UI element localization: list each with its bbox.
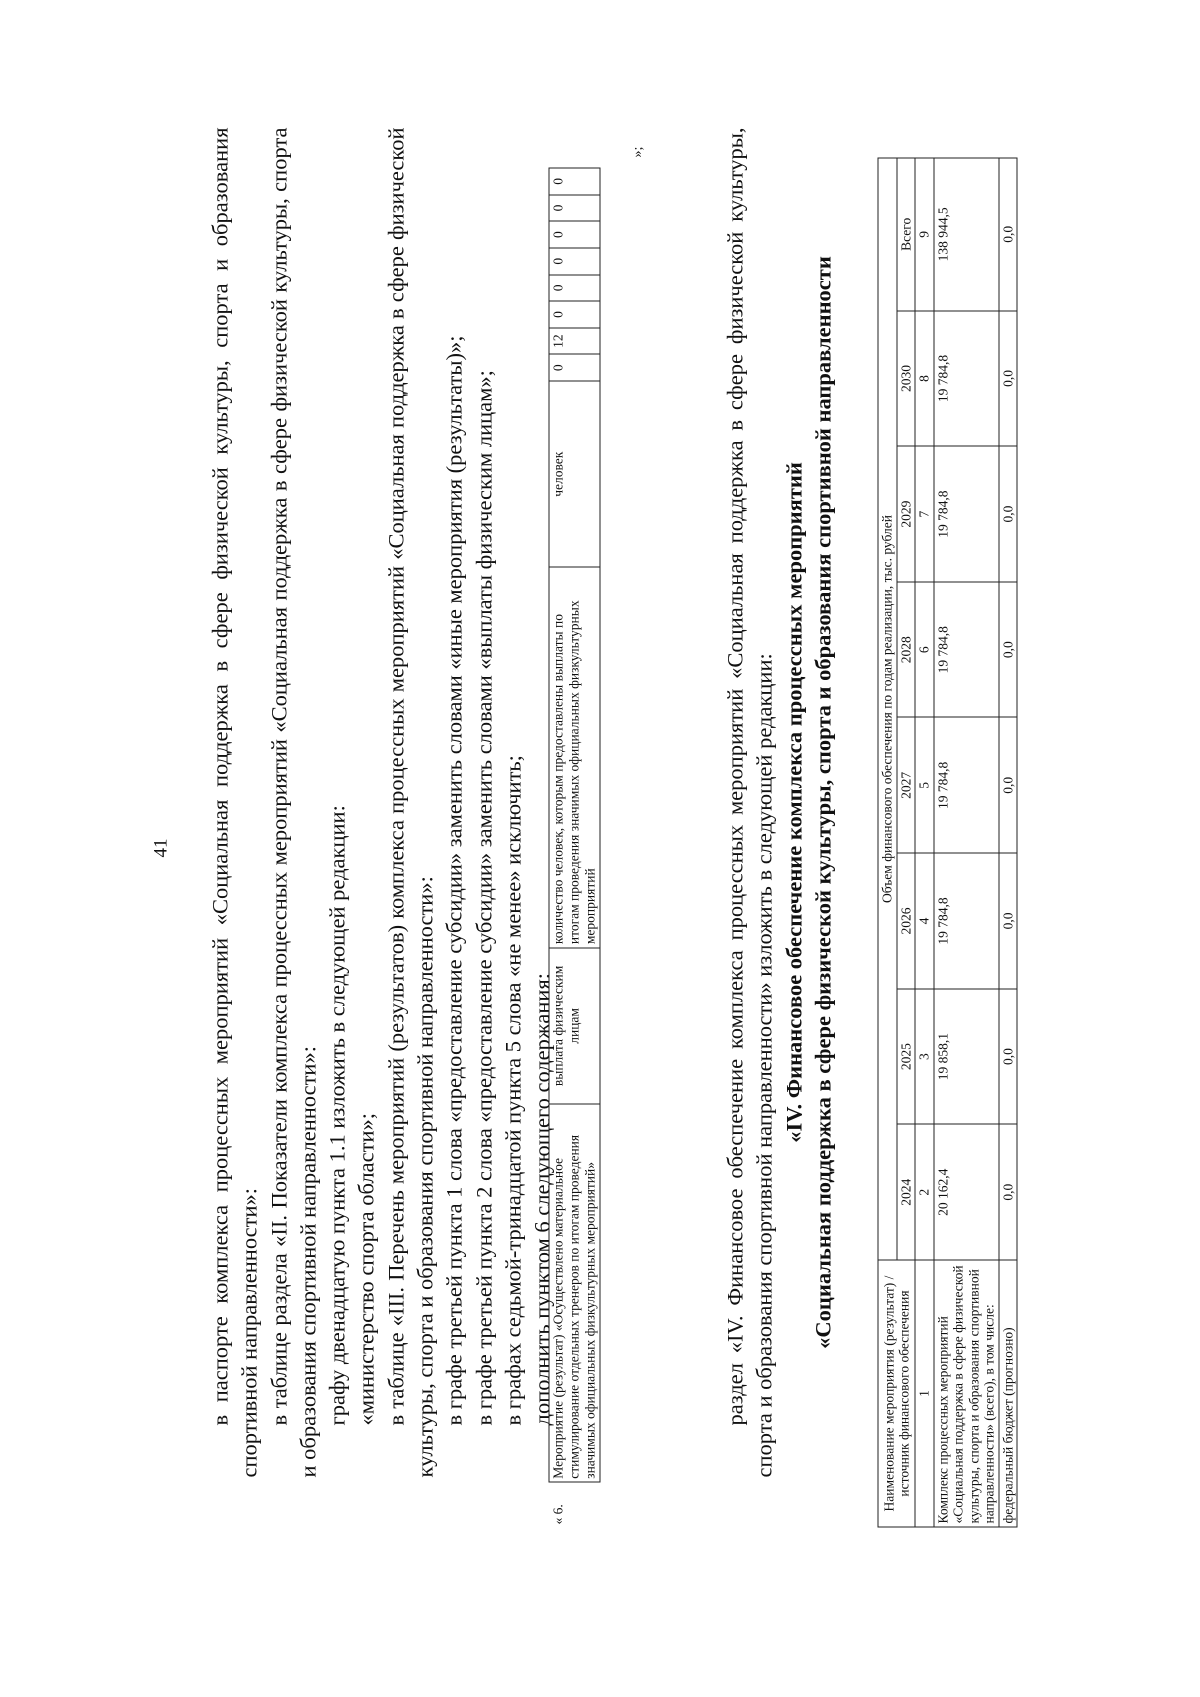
column-number: 5 [915, 717, 934, 853]
column-number: 4 [915, 853, 934, 989]
row-number: 6. [549, 1503, 565, 1514]
section-heading: «Социальная поддержка в сфере физической культуры, спорта и образования спортивной направленности [809, 255, 835, 1349]
measure-type: выплата физическим лицам [549, 947, 600, 1104]
value-cell: 0 [549, 168, 600, 195]
value-cell: 0,0 [998, 581, 1017, 717]
year-header: 2027 [896, 717, 915, 853]
paragraph: в графе третьей пункта 1 слова «предоставление субсидии» заменить словами «иные мероприятия (результаты)»; [441, 335, 467, 1425]
year-header: 2025 [896, 988, 915, 1124]
section-iv [720, 127, 837, 1477]
value-cell: 0,0 [998, 310, 1017, 446]
paragraph: в паспорте комплекса процессных мероприятий «Социальная поддержка в сфере физической культуры, спорта и образования спортивной направленности»: [207, 127, 262, 1477]
column-number: 2 [915, 1124, 934, 1260]
row-name: федеральный бюджет (прогнозно) [998, 1260, 1017, 1527]
value-cell: 19 784,8 [933, 717, 998, 853]
value-cell: 0 [549, 221, 600, 248]
value-cell: 0 [549, 301, 600, 328]
value-cell: 0 [549, 247, 600, 274]
column-number: 6 [915, 581, 934, 717]
paragraph: в таблице «III. Перечень мероприятий (результатов) комплекса процессных мероприятий «Социальная поддержка в сфере физической культуры, спорта и образования спортивной направленности»: [382, 127, 438, 1477]
table-row [933, 158, 998, 1527]
section-intro: раздел «IV. Финансовое обеспечение комплекса процессных мероприятий «Социальная поддержка в сфере физической культуры, спорта и образования спортивной направленности» изложить в следующей редакции: [722, 127, 777, 1477]
amendment-text [205, 127, 557, 1477]
table-row [549, 168, 600, 1528]
value-cell: 19 784,8 [933, 446, 998, 582]
table-row [998, 158, 1017, 1527]
paragraph: в графах седьмой-тринадцатой пункта 5 слова «не менее» исключить; [499, 754, 525, 1425]
value-cell: 138 944,5 [933, 158, 998, 311]
value-cell: 19 784,8 [933, 853, 998, 989]
row-name: Комплекс процессных мероприятий «Социальная поддержка в сфере физической культуры, спорта и образования спортивной направленности» (всего), в том числе: [933, 1260, 998, 1527]
item-6-table [548, 167, 600, 1527]
paragraph: дополнить пунктом 6 следующего содержания: [529, 972, 555, 1425]
value-cell: 0,0 [998, 853, 1017, 989]
column-number: 9 [915, 158, 934, 311]
value-cell: 0,0 [998, 1124, 1017, 1260]
measure-unit: человек [549, 381, 600, 567]
value-cell: 19 784,8 [933, 310, 998, 446]
page-number: 41 [150, 838, 171, 857]
table-header-row [878, 158, 897, 1527]
column-number: 3 [915, 988, 934, 1124]
value-cell: 0 [549, 194, 600, 221]
financing-table [877, 157, 1017, 1527]
column-number: 7 [915, 446, 934, 582]
year-header: 2024 [896, 1124, 915, 1260]
value-cell: 0,0 [998, 158, 1017, 311]
value-cell: 0 [549, 354, 600, 381]
paragraph: в таблице раздела «II. Показатели комплекса процессных мероприятий «Социальная поддержка в сфере физической культуры, спорта и образования спортивной направленности»: [265, 127, 320, 1477]
paragraph: «министерство спорта области»; [353, 1112, 379, 1425]
section-heading: «IV. Финансовое обеспечение комплекса процессных мероприятий [780, 461, 806, 1143]
year-header: 2026 [896, 853, 915, 989]
value-cell: 20 162,4 [933, 1124, 998, 1260]
column-group-header: Объем финансового обеспечения по годам реализации, тыс. рублей [878, 158, 897, 1260]
value-cell: 0,0 [998, 446, 1017, 582]
column-number-row [915, 158, 934, 1527]
value-cell: 19 784,8 [933, 581, 998, 717]
column-number: 8 [915, 310, 934, 446]
value-cell: 0 [549, 274, 600, 301]
year-header: Всего [896, 158, 915, 311]
year-header: 2030 [896, 310, 915, 446]
measure-name: Мероприятие (результат) «Осуществлено материальное стимулирование отдельных тренеров по итогам проведения значимых официальных физкультурных мероприятий» [549, 1104, 600, 1482]
open-quote: « [549, 1517, 565, 1524]
column-number: 1 [915, 1260, 934, 1527]
paragraph: в графе третьей пункта 2 слова «предоставление субсидии» заменить словами «выплаты физическим лицам»; [470, 369, 496, 1425]
value-cell: 0,0 [998, 988, 1017, 1124]
value-cell: 19 858,1 [933, 988, 998, 1124]
measure-characteristic: количество человек, которым предоставлены выплаты по итогам проведения значимых официальных физкультурных мероприятий [549, 567, 600, 947]
row-number-cell [549, 1482, 600, 1527]
close-quote: »; [630, 146, 645, 157]
value-cell: 12 [549, 327, 600, 354]
year-header: 2029 [896, 446, 915, 582]
value-cell: 0,0 [998, 717, 1017, 853]
paragraph: графу двенадцатую пункта 1.1 изложить в следующей редакции: [324, 804, 350, 1425]
column-header: Наименование мероприятия (результат) / источник финансового обеспечения [878, 1260, 915, 1527]
year-header: 2028 [896, 581, 915, 717]
